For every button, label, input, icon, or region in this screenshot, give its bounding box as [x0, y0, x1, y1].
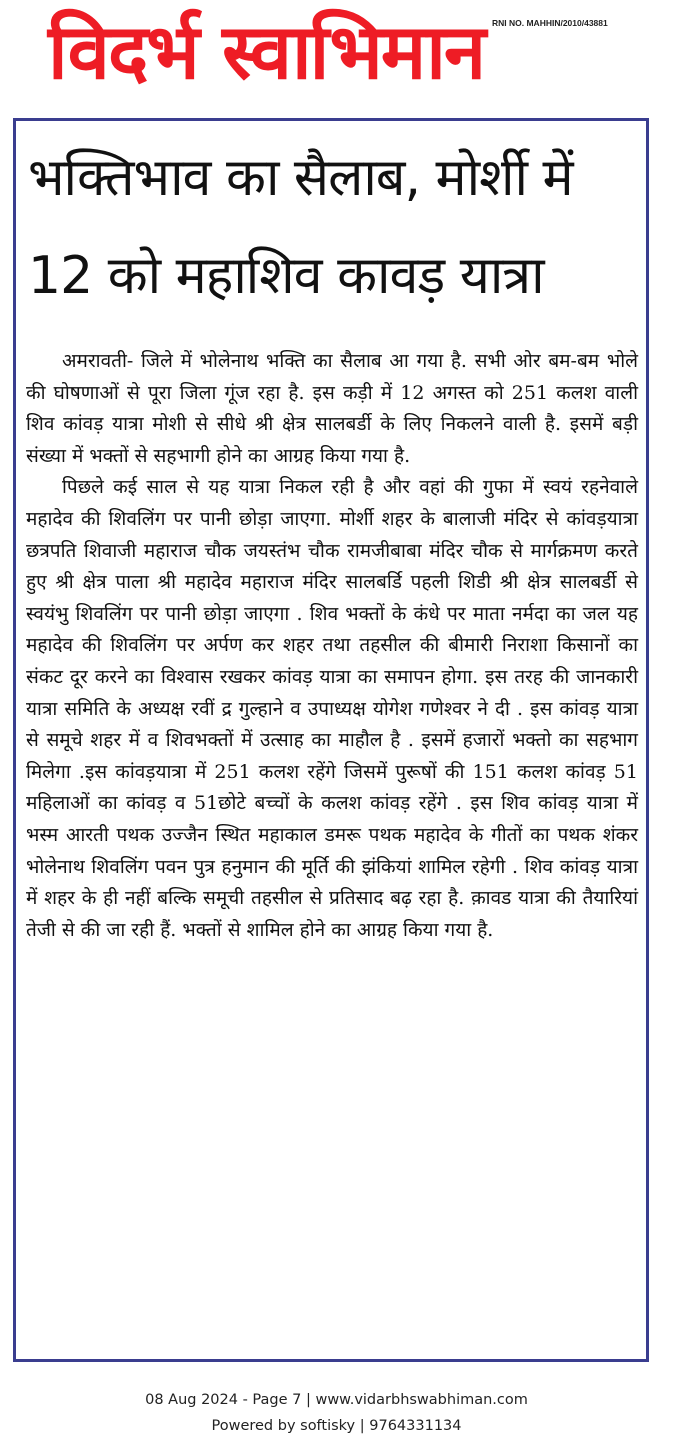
article-paragraph-2: पिछले कई साल से यह यात्रा निकल रही है और वहां की गुफा में स्वयं रहनेवाले महादेव की शिवलिंग पर पानी छोड़ा जाएगा. मोर्शी शहर के बालाजी मंदिर से कांवड़यात्रा छत्रपति शिवाजी महाराज चौक जयस्तंभ चौक रामजीबाबा मंदिर चौक से मार्गक्रमण करते हुए श्री क्षेत्र पाला श्री महादेव महाराज मंदिर सालबर्डि पहली शिडी श्री क्षेत्र सालबर्डी से स्वयंभु शिवलिंग पर पानी छोड़ा जाएगा . शिव भक्तों के कंधे पर माता नर्मदा का जल यह महादेव की शिवलिंग पर अर्पण कर शहर तथा तहसील की बीमारी निराशा किसानों का संकट दूर करने का विश्वास रखकर कांवड़ यात्रा का समापन होगा. इस तरह की जानकारी यात्रा समिति के अध्यक्ष रवीं द्र गुल्हाने व उपाध्यक्ष योगेश गणेश्वर ने दी . इस कांवड़ यात्रा से समूचे शहर में व शिवभक्तों में उत्साह का माहौल है . इसमें हजारों भक्तो का सहभाग मिलेगा .इस कांवड़यात्रा में 251 कलश रहेंगे जिसमें पुरूषों की 151 कलश कांवड़ 51 महिलाओं का कांवड़ व 51छोटे बच्चों के कलश कांवड़ रहेंगे . इस शिव कांवड़ यात्रा में भस्म आरती पथक उज्जैन स्थित महाकाल डमरू पथक महादेव के गीतों का पथक शंकर भोलेनाथ शिवलिंग पवन पुत्र हनुमान की मूर्ति की झंकियां शामिल रहेगी . शिव कांवड़ यात्रा में शहर के ही नहीं बल्कि समूची तहसील से प्रतिसाद बढ़ रहा है. क़ावड यात्रा की तैयारियां तेजी से की जा रही हैं. भक्तों से शामिल होने का आग्रह किया गया है.	[26, 476, 638, 941]
footer-date-page-url: 08 Aug 2024 - Page 7 | www.vidarbhswabhiman.com	[145, 1392, 528, 1408]
masthead	[0, 0, 673, 112]
article-body	[26, 346, 638, 946]
article-box	[13, 118, 649, 1362]
article-headline	[28, 129, 638, 325]
rni-number: RNI NO. MAHHIN/2010/43881	[492, 18, 608, 28]
headline-line-1: भक्तिभाव का सैलाब, मोर्शी में	[28, 148, 573, 208]
headline-line-2: 12 को महाशिव कावड़ यात्रा	[28, 246, 544, 306]
page-footer	[0, 1387, 673, 1439]
footer-powered-by: Powered by softisky | 9764331134	[211, 1418, 462, 1434]
article-paragraph-1: अमरावती- जिले में भोलेनाथ भक्ति का सैलाब आ गया है. सभी ओर बम-बम भोले की घोषणाओं से पूरा जिला गूंज रहा है. इस कड़ी में 12 अगस्त को 251 कलश वाली शिव कांवड़ यात्रा मोशी से सीधे श्री क्षेत्र सालबर्डी के लिए निकलने वाली है. इसमें बड़ी संख्या में भक्तों से सहभागी होने का आग्रह किया गया है.	[26, 350, 638, 467]
newspaper-logo: विदर्भ स्वाभिमान	[48, 7, 485, 96]
